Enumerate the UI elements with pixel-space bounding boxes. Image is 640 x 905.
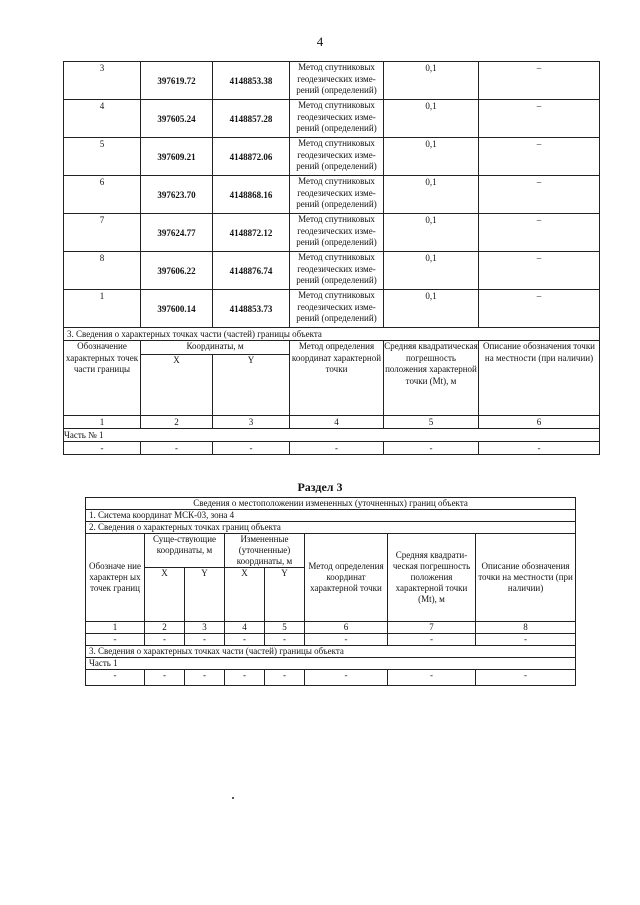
header-description: Описание обозначения точки на местности (при наличии) xyxy=(479,341,600,416)
column-numbers-row xyxy=(86,622,576,634)
empty-cell: - xyxy=(265,634,305,646)
part-points-heading: 3. Сведения о характерных точках части (частей) границы объекта xyxy=(86,646,576,658)
part-cell: - xyxy=(305,670,388,686)
empty-cell: - xyxy=(388,634,476,646)
point-number: 5 xyxy=(64,138,141,176)
coord-x: 397600.14 xyxy=(141,290,213,328)
header-designation: Обозначе ние характерн ых точек границ xyxy=(86,534,145,622)
header-y: Y xyxy=(213,355,290,416)
empty-row xyxy=(86,634,576,646)
boundary-points-table xyxy=(63,61,600,455)
point-number: 7 xyxy=(64,214,141,252)
section3-title: Раздел 3 xyxy=(297,480,343,494)
table-row xyxy=(64,138,600,176)
empty-cell: - xyxy=(384,442,479,455)
method-cell: Метод спутниковых геодезических изме-рений (определений) xyxy=(290,176,384,214)
empty-cell: - xyxy=(225,634,265,646)
description-cell: – xyxy=(479,290,600,328)
part-cell: - xyxy=(265,670,305,686)
coord-x: 397605.24 xyxy=(141,100,213,138)
description-cell: – xyxy=(479,252,600,290)
empty-cell: - xyxy=(141,442,213,455)
empty-cell: - xyxy=(213,442,290,455)
description-cell: – xyxy=(479,138,600,176)
point-number: 4 xyxy=(64,100,141,138)
col-number: 5 xyxy=(265,622,305,634)
col-number: 4 xyxy=(290,416,384,429)
empty-cell: - xyxy=(479,442,600,455)
scan-speck xyxy=(232,797,234,799)
description-cell: – xyxy=(479,176,600,214)
description-cell: – xyxy=(479,214,600,252)
col-number: 4 xyxy=(225,622,265,634)
part-points-heading: 3. Сведения о характерных точках части (частей) границы объекта xyxy=(64,328,600,341)
empty-cell: - xyxy=(305,634,388,646)
method-cell: Метод спутниковых геодезических изме-рений (определений) xyxy=(290,214,384,252)
header-existing-x: X xyxy=(145,568,185,622)
header-description: Описание обозначения точки на местности (при наличии) xyxy=(476,534,576,622)
empty-cell: - xyxy=(145,634,185,646)
coord-y: 4148872.06 xyxy=(213,138,290,176)
coord-y: 4148872.12 xyxy=(213,214,290,252)
part-cell: - xyxy=(225,670,265,686)
col-number: 3 xyxy=(185,622,225,634)
part-points-section xyxy=(64,328,600,455)
header-method: Метод определения координат характерной точки xyxy=(290,341,384,416)
points-heading: 2. Сведения о характерных точках границ объекта xyxy=(86,522,576,534)
coord-y: 4148853.38 xyxy=(213,62,290,100)
header-coordinates: Координаты, м xyxy=(141,341,290,355)
boundary-points-body xyxy=(64,62,600,328)
header-method: Метод определения координат характерной точки xyxy=(305,534,388,622)
coordinate-system: 1. Система координат МСК-03, зона 4 xyxy=(86,510,576,522)
part-cell: - xyxy=(145,670,185,686)
empty-cell: - xyxy=(476,634,576,646)
header-changed-y: Y xyxy=(265,568,305,622)
header-existing-coordinates: Суще-ствующие координаты, м xyxy=(145,534,225,568)
empty-row xyxy=(64,442,600,455)
header-changed-x: X xyxy=(225,568,265,622)
table-row xyxy=(64,214,600,252)
col-number: 1 xyxy=(64,416,141,429)
mt-cell: 0,1 xyxy=(384,252,479,290)
empty-cell: - xyxy=(86,634,145,646)
method-cell: Метод спутниковых геодезических изме-рений (определений) xyxy=(290,62,384,100)
col-number: 2 xyxy=(141,416,213,429)
mt-cell: 0,1 xyxy=(384,100,479,138)
part-cell: - xyxy=(86,670,145,686)
mt-cell: 0,1 xyxy=(384,62,479,100)
mt-cell: 0,1 xyxy=(384,214,479,252)
header-mt: Средняя квадрати-ческая погрешность положения характерной точки (Mt), м xyxy=(388,534,476,622)
part-label: Часть № 1 xyxy=(64,429,600,442)
point-number: 8 xyxy=(64,252,141,290)
coord-y: 4148857.28 xyxy=(213,100,290,138)
coord-y: 4148853.73 xyxy=(213,290,290,328)
changed-boundaries-table xyxy=(85,497,576,686)
part-label: Часть 1 xyxy=(86,658,576,670)
method-cell: Метод спутниковых геодезических изме-рений (определений) xyxy=(290,138,384,176)
page-number: 4 xyxy=(316,34,324,49)
header-changed-coordinates: Измененные (уточненные) координаты, м xyxy=(225,534,305,568)
method-cell: Метод спутниковых геодезических изме-рений (определений) xyxy=(290,252,384,290)
col-number: 5 xyxy=(384,416,479,429)
coord-x: 397624.77 xyxy=(141,214,213,252)
part-row xyxy=(86,670,576,686)
description-cell: – xyxy=(479,100,600,138)
header-x: X xyxy=(141,355,213,416)
column-numbers-row xyxy=(64,416,600,429)
col-number: 6 xyxy=(305,622,388,634)
header-designation: Обозначение характерных точек части границы xyxy=(64,341,141,416)
point-number: 6 xyxy=(64,176,141,214)
col-number: 8 xyxy=(476,622,576,634)
col-number: 7 xyxy=(388,622,476,634)
table-row xyxy=(64,100,600,138)
point-number: 1 xyxy=(64,290,141,328)
method-cell: Метод спутниковых геодезических изме-рений (определений) xyxy=(290,100,384,138)
table-row xyxy=(64,252,600,290)
col-number: 3 xyxy=(213,416,290,429)
section3-subtitle: Сведения о местоположении измененных (уточненных) границ объекта xyxy=(86,498,576,510)
coord-y: 4148868.16 xyxy=(213,176,290,214)
table-row xyxy=(64,290,600,328)
empty-cell: - xyxy=(185,634,225,646)
description-cell: – xyxy=(479,62,600,100)
point-number: 3 xyxy=(64,62,141,100)
col-number: 2 xyxy=(145,622,185,634)
mt-cell: 0,1 xyxy=(384,138,479,176)
coord-x: 397619.72 xyxy=(141,62,213,100)
method-cell: Метод спутниковых геодезических изме-рений (определений) xyxy=(290,290,384,328)
coord-x: 397606.22 xyxy=(141,252,213,290)
col-number: 1 xyxy=(86,622,145,634)
coord-x: 397609.21 xyxy=(141,138,213,176)
empty-cell: - xyxy=(290,442,384,455)
header-mt: Средняя квадратическая погрешность положения характерной точки (Mt), м xyxy=(384,341,479,416)
empty-cell: - xyxy=(64,442,141,455)
coord-x: 397623.70 xyxy=(141,176,213,214)
header-existing-y: Y xyxy=(185,568,225,622)
part-cell: - xyxy=(476,670,576,686)
coord-y: 4148876.74 xyxy=(213,252,290,290)
col-number: 6 xyxy=(479,416,600,429)
table-row xyxy=(64,62,600,100)
part-cell: - xyxy=(185,670,225,686)
mt-cell: 0,1 xyxy=(384,290,479,328)
table-row xyxy=(64,176,600,214)
part-cell: - xyxy=(388,670,476,686)
mt-cell: 0,1 xyxy=(384,176,479,214)
